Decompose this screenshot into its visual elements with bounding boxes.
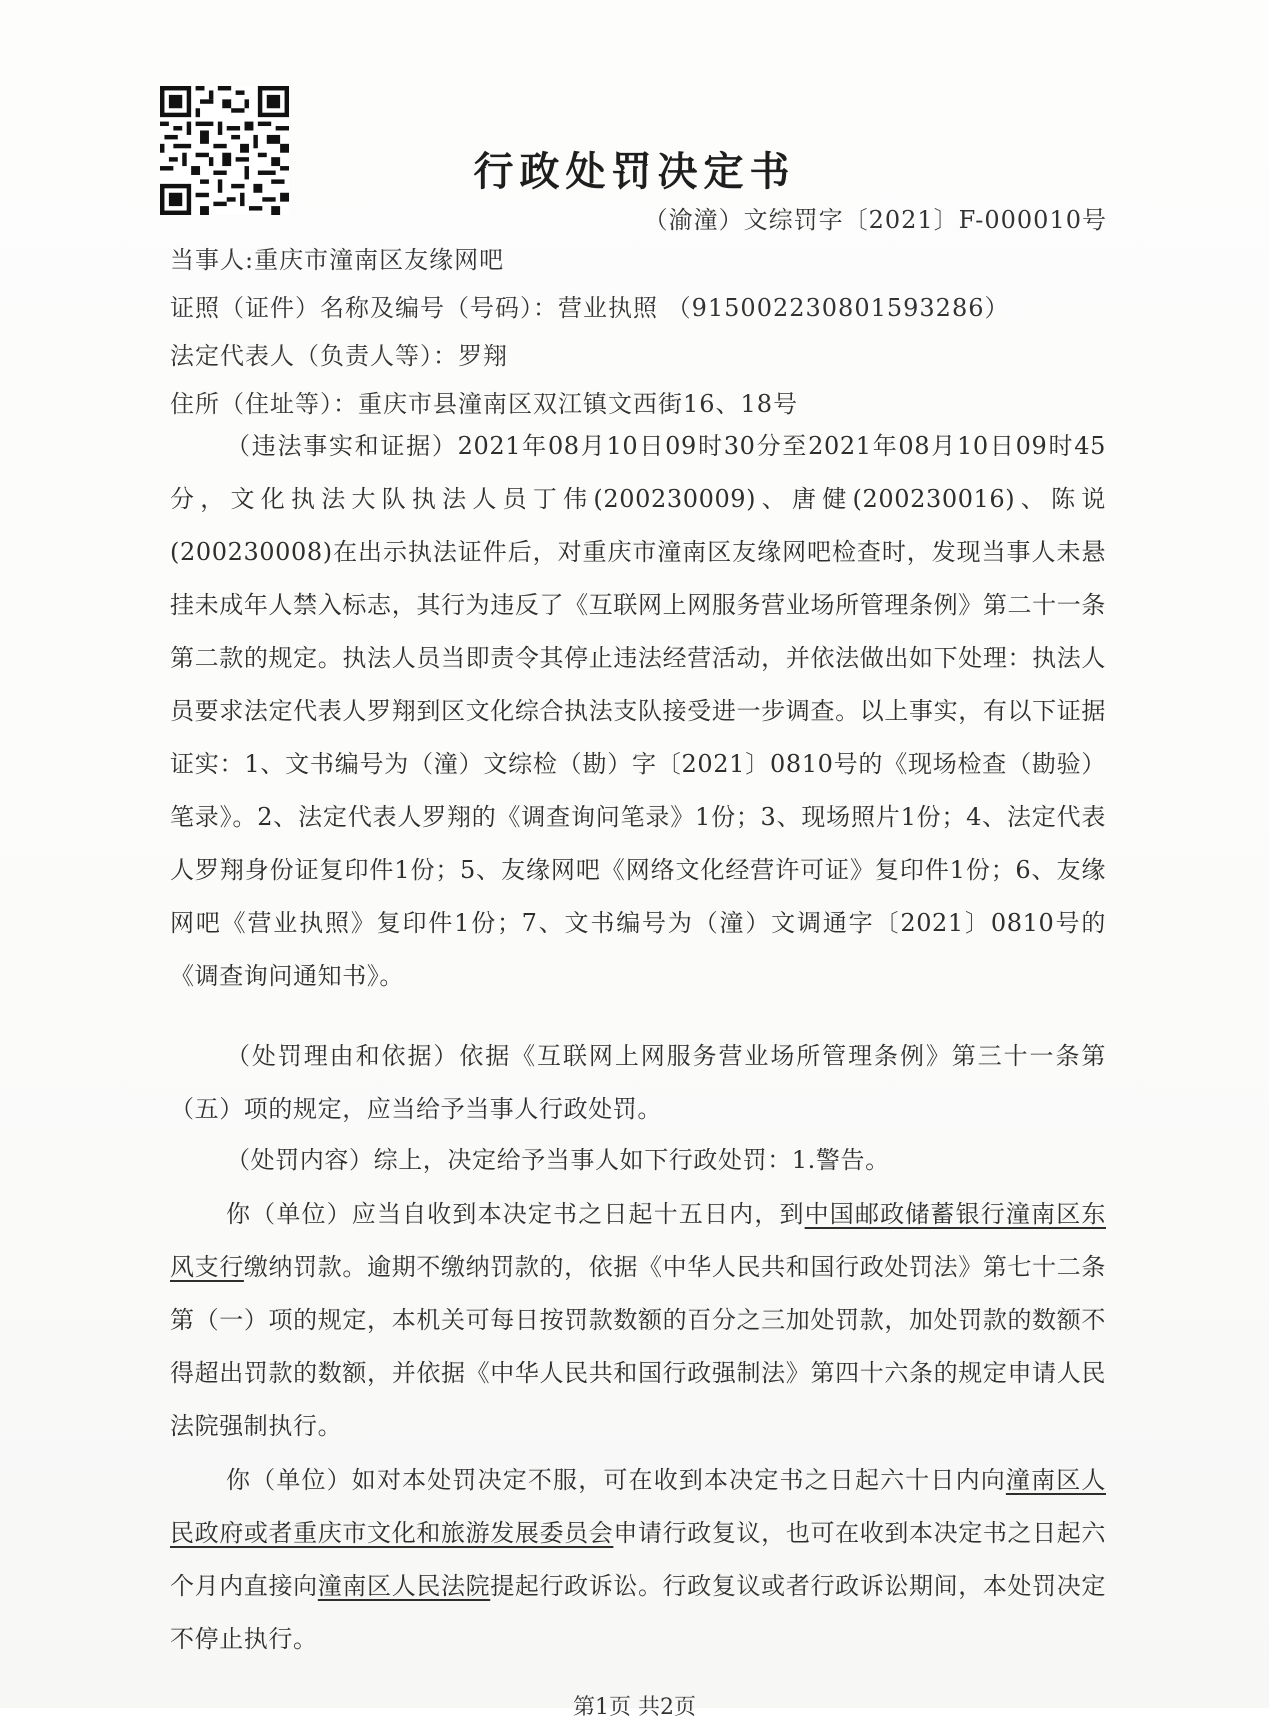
appeal-text-post: 提起行政诉讼。行政复议或者行政诉讼期间，本处罚决定不停止执行。	[170, 1572, 1107, 1653]
facts-paragraph: （违法事实和证据）2021年08月10日09时30分至2021年08月10日09时45分，文化执法大队执法人员丁伟(200230009)、唐健(200230016)、陈说(200230008)在出示执法证件后，对重庆市潼南区友缘网吧检查时，发现当事人未悬挂未成年人禁入标志，其行为违反了《互联网上网服务营业场所管理条例》第二十一条第二款的规定。执法人员当即责令其停止违法经营活动，并依法做出如下处理：执法人员要求法定代表人罗翔到区文化综合执法支队接受进一步调查。以上事实，有以下证据证实：1、文书编号为（潼）文综检（勘）字〔2021〕0810号的《现场检查（勘验）笔录》。2、法定代表人罗翔的《调查询问笔录》1份；3、现场照片1份；4、法定代表人罗翔身份证复印件1份；5、友缘网吧《网络文化经营许可证》复印件1份；6、友缘网吧《营业执照》复印件1份；7、文书编号为（潼）文调通字〔2021〕0810号的《调查询问通知书》。	[170, 432, 1106, 990]
penalty-content-paragraph: （处罚内容）综上，决定给予当事人如下行政处罚：1.警告。	[226, 1146, 890, 1174]
appeal-text-mid: 申请行政复议，也可在收到本决定书之日起六个月内直接向	[170, 1519, 1106, 1600]
appeal-review-body: 潼南区人民政府或者重庆市文化和旅游发展委员会	[170, 1466, 1106, 1547]
payment-text-post: 缴纳罚款。逾期不缴纳罚款的，依据《中华人民共和国行政处罚法》第七十二条第（一）项的规定，本机关可每日按罚款数额的百分之三加处罚款，加处罚款的数额不得超出罚款的数额，并依据《中华人民共和国行政强制法》第四十六条的规定申请人民法院强制执行。	[170, 1253, 1106, 1440]
appeal-court: 潼南区人民法院	[317, 1572, 491, 1600]
payment-bank: 中国邮政储蓄银行潼南区东风支行	[170, 1200, 1106, 1281]
basis-paragraph: （处罚理由和依据）依据《互联网上网服务营业场所管理条例》第三十一条第（五）项的规定，应当给予当事人行政处罚。	[170, 1042, 1106, 1123]
document-number: （渝潼）文综罚字〔2021〕F-000010号	[643, 206, 1107, 234]
payment-paragraph	[170, 1188, 1106, 1453]
payment-text-pre: 你（单位）应当自收到本决定书之日起十五日内，到	[226, 1200, 805, 1228]
party-field: 当事人:重庆市潼南区友缘网吧	[170, 246, 505, 274]
legal-representative-field: 法定代表人（负责人等）：罗翔	[170, 342, 508, 370]
appeal-paragraph	[170, 1454, 1106, 1666]
address-field: 住所（住址等）：重庆市县潼南区双江镇文西街16、18号	[170, 390, 799, 418]
document-title: 行政处罚决定书	[473, 148, 796, 195]
page-indicator: 第1页 共2页	[573, 1695, 696, 1720]
license-field: 证照（证件）名称及编号（号码）：营业执照 （915002230801593286）	[170, 294, 1010, 322]
appeal-text-pre: 你（单位）如对本处罚决定不服，可在收到本决定书之日起六十日内向	[226, 1466, 1006, 1494]
